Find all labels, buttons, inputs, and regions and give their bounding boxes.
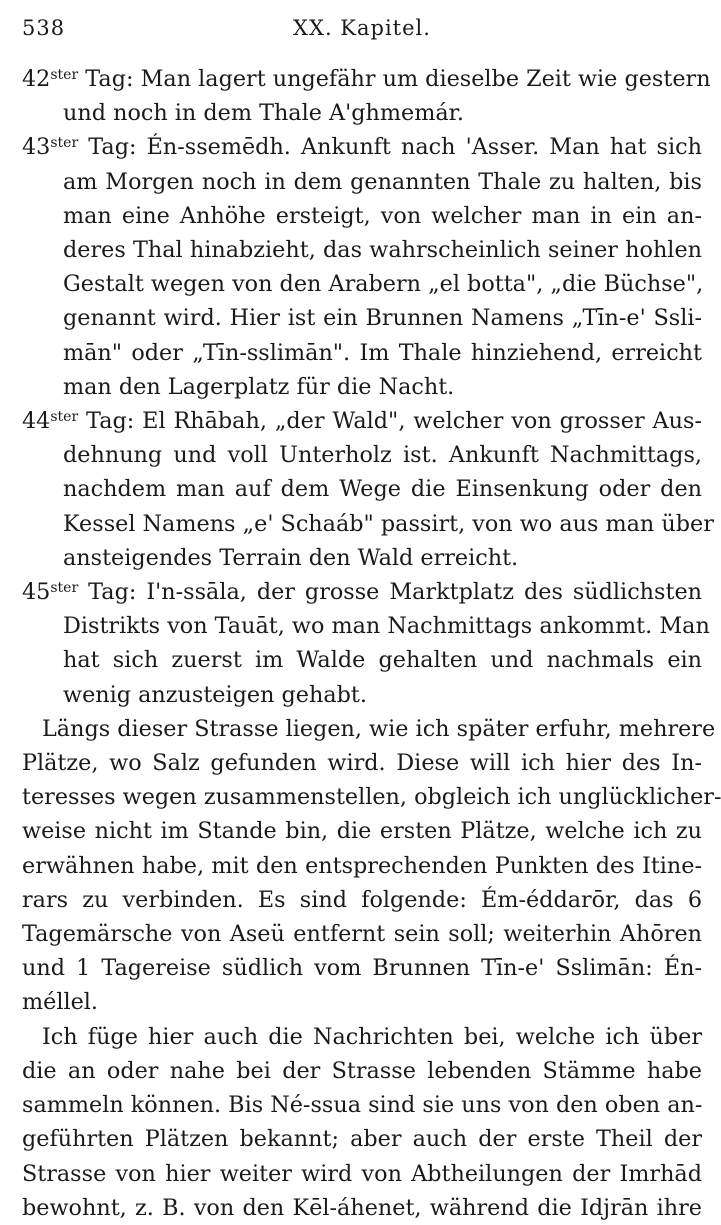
- text-line: Plätze, wo Salz gefunden wird. Diese will ich hier des In-: [22, 750, 702, 777]
- page-header: [22, 8, 702, 44]
- text-line: Strasse von hier weiter wird von Abtheilungen der Imrhād: [22, 1160, 702, 1187]
- day-label: [22, 408, 142, 434]
- text-line: sammeln können. Bis Né-ssua sind sie uns von den oben an-: [22, 1092, 703, 1119]
- text-line: mān" oder „Tīn-sslimān". Im Thale hinziehend, erreicht: [63, 339, 702, 366]
- text-line: man eine Anhöhe ersteigt, von welcher man in ein an-: [63, 202, 702, 229]
- page-number: 538: [22, 16, 66, 40]
- itinerary-entry: [22, 575, 710, 712]
- text-line: die an oder nahe bei der Strasse lebenden Stämme habe: [22, 1057, 702, 1084]
- text-line: hat sich zuerst im Walde gehalten und nachmals ein: [63, 647, 702, 674]
- text-line: wenig anzusteigen gehabt.: [63, 681, 367, 708]
- text-line: [22, 62, 711, 96]
- day-suffix: ster: [50, 409, 79, 426]
- paragraph: [22, 1020, 702, 1225]
- text-line: rars zu verbinden. Es sind folgende: Ém-éddarōr, das 6: [22, 886, 702, 913]
- text-line: [22, 404, 702, 438]
- day-suffix: ster: [50, 580, 79, 597]
- text-line: Tagemärsche von Aseü entfernt sein soll; weiterhin Ahōren: [22, 921, 702, 948]
- day-number: 44: [22, 408, 51, 435]
- text-line: deres Thal hinabzieht, das wahrscheinlich seiner hohlen: [63, 237, 702, 264]
- day-word: Tag:: [78, 66, 141, 92]
- day-label: [22, 579, 146, 605]
- line-text: I'n-ssāla, der grosse Marktplatz des südlichsten: [146, 579, 702, 606]
- text-line: dehnung und voll Unterholz ist. Ankunft Nachmittags,: [63, 442, 702, 469]
- text-line: weise nicht im Stande bin, die ersten Plätze, welche ich zu: [22, 818, 702, 845]
- day-label: [22, 66, 141, 92]
- day-number: 43: [22, 134, 51, 161]
- line-text: Én-ssemēdh. Ankunft nach 'Asser. Man hat sich: [146, 134, 702, 161]
- text-line: teresses wegen zusammenstellen, obgleich ich unglücklicher-: [22, 784, 721, 811]
- line-text: Man lagert ungefähr um dieselbe Zeit wie gestern: [140, 66, 711, 92]
- page-body: [22, 62, 721, 1225]
- text-line: Distrikts von Tauāt, wo man Nachmittags ankommt. Man: [63, 613, 710, 640]
- text-line: Längs dieser Strasse liegen, wie ich später erfuhr, mehrere: [42, 715, 716, 742]
- text-line: ansteigendes Terrain den Wald erreicht.: [63, 544, 519, 571]
- day-word: Tag:: [78, 579, 147, 606]
- day-word: Tag:: [78, 408, 143, 435]
- itinerary-entry: [22, 62, 711, 130]
- text-line: Gestalt wegen von den Arabern „el botta", „die Büchse",: [63, 271, 704, 298]
- text-line: Ich füge hier auch die Nachrichten bei, welche ich über: [42, 1023, 702, 1050]
- text-line: Kessel Namens „e' Schaáb" passirt, von wo aus man über: [63, 510, 714, 537]
- text-line: geführten Plätzen bekannt; aber auch der erste Theil der: [22, 1126, 702, 1153]
- day-number: 45: [22, 579, 51, 606]
- text-line: am Morgen noch in dem genannten Thale zu halten, bis: [63, 168, 702, 195]
- text-line: man den Lagerplatz für die Nacht.: [63, 373, 455, 400]
- day-suffix: ster: [50, 67, 79, 83]
- text-line: erwähnen habe, mit den entsprechenden Punkten des Itine-: [22, 852, 702, 879]
- text-line: und noch in dem Thale A'ghmemár.: [63, 100, 464, 127]
- text-line: [22, 130, 702, 164]
- text-line: méllel.: [22, 989, 99, 1016]
- text-line: und 1 Tagereise südlich vom Brunnen Tīn-e' Sslimān: Én-: [22, 955, 702, 982]
- itinerary-entry: [22, 130, 702, 404]
- day-number: 42: [22, 66, 51, 92]
- text-line: nachdem man auf dem Wege die Einsenkung oder den: [63, 476, 702, 503]
- line-text: El Rhābah, „der Wald", welcher von grosser Aus-: [142, 408, 702, 435]
- day-suffix: ster: [50, 135, 79, 152]
- paragraph: [22, 712, 721, 1020]
- text-line: [22, 575, 702, 609]
- text-line: bewohnt, z. B. von den Kēl-áhenet, während die Idjrān ihre: [22, 1194, 702, 1221]
- day-label: [22, 134, 147, 160]
- itinerary-entry: [22, 404, 714, 575]
- chapter-heading: XX. Kapitel.: [293, 16, 431, 40]
- text-line: genannt wird. Hier ist ein Brunnen Namens „Tīn-e' Ssli-: [63, 305, 702, 332]
- day-word: Tag:: [78, 134, 147, 161]
